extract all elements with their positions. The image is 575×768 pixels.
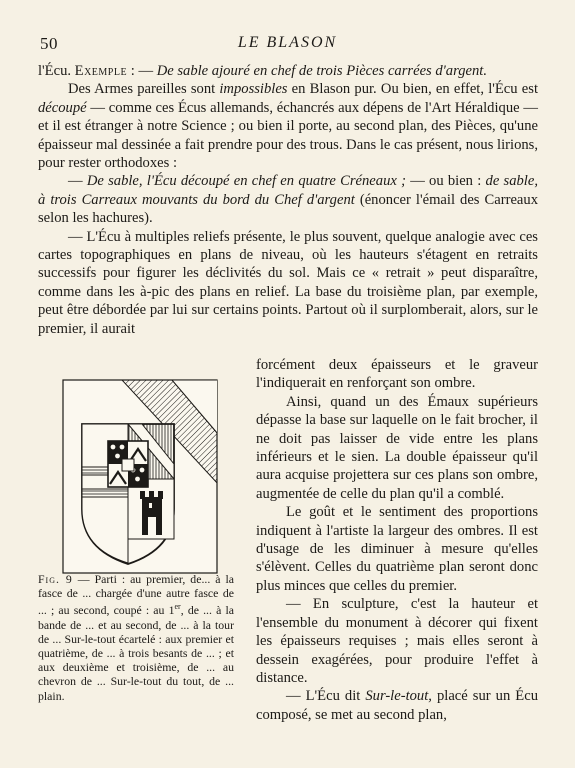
page-header	[38, 34, 537, 54]
italic-term: découpé	[38, 99, 87, 116]
superscript: er	[174, 602, 181, 612]
figure-caption	[38, 572, 234, 703]
caption-text	[38, 572, 234, 703]
blazon-italic: De sable, l'Écu découpé en chef en quatre Créneaux ;	[86, 173, 406, 190]
text-span: Des Armes pareilles sont	[68, 81, 220, 98]
figure-label: Fig. 9	[38, 572, 73, 586]
blazon-italic: De sable ajouré en chef de trois Pièces carrées d'argent.	[156, 63, 487, 79]
text-span: , de ... à la bande de ... et au second, de ... à la tour de ... Sur-le-tout écartelé : aux premier et quatrième, de ... à trois besants de ... ; et aux deuxième et troisième, de ... au chevron de ... Sur-le-tout du tout, de ... plain.	[38, 603, 234, 703]
blazon-italic: de sable, à trois Carreaux mouvants du bord du Chef d'argent	[38, 173, 538, 208]
paragraph	[256, 687, 538, 724]
italic-term: Sur-le-tout,	[365, 688, 432, 705]
text-span: — L'Écu dit	[286, 688, 366, 705]
running-title: LE BLASON	[237, 34, 338, 51]
example-label: Exemple	[74, 63, 128, 79]
paragraph: Ainsi, quand un des Émaux supérieurs dépasse la base sur laquelle on le fait brocher, il ne doit pas laisser de vide entre les plans inférieurs et le sien. La double épaisseur qu'il aura acquise projettera sur ces plans son ombre, augmentée de celle du plan qu'il a comblé.	[256, 393, 538, 502]
text-span: (énoncer l'émail des Carreaux selon les hachures).	[38, 191, 538, 227]
paragraph	[38, 172, 538, 227]
paragraph: — L'Écu à multiples reliefs présente, le plus souvent, quelque analogie avec ces cartes topographiques en plans de niveau, où les hauteurs s'étagent en retraits successifs pour figurer les déclivités du sol. Mais ce « retrait » peut disparaître, comme dans les à-pic des plans en relief. La base du troisième plan, par exemple, peut être débordée par lui sur certains points. Partout où il surplomberait, alors, sur le premier, il aurait	[38, 228, 538, 337]
text-span: — ou bien :	[405, 173, 486, 190]
italic-term: impossibles	[219, 81, 288, 98]
text-span: placé sur un Écu composé, se met au second plan,	[256, 688, 538, 723]
top-text-block	[38, 62, 538, 338]
coat-of-arms-illustration	[62, 379, 218, 574]
paragraph: Le goût et le sentiment des proportions indiquent à l'artiste la largeur des ombres. Il est d'usage de les diminuer à mesure qu'elles s'élèvent. Celles du quatrième plan seront donc plus minces que celles du premier.	[256, 504, 538, 594]
paragraph	[38, 80, 538, 172]
text-span: —	[68, 173, 87, 190]
text-span: : —	[127, 63, 157, 79]
right-column-text	[256, 356, 538, 724]
text-span: en Blason pur. Ou bien, en effet, l'Écu est	[287, 81, 538, 98]
text-span: — Parti : au premier, de... à la fasce de ... chargée d'une autre fasce de ... ; au second, coupé : au 1	[38, 572, 234, 618]
paragraph: forcément deux épaisseurs et le graveur l'indiquerait en renforçant son ombre.	[256, 357, 538, 392]
example-line	[38, 62, 538, 80]
page-number: 50	[40, 34, 58, 53]
text-span: — comme ces Écus allemands, échancrés aux dépens de l'Art Héraldique — et il est étranger à notre Science ; ou bien il porte, au second plan, des Pièces, qu'une épaisseur mal dessinée a fait prendre pour des trous. Dans le cas présent, nous lirions, pour rester orthodoxes :	[38, 99, 538, 172]
paragraph: — En sculpture, c'est la hauteur et l'ensemble du monument à décorer qui fixent les épaisseurs requises ; mais elles seront à dessein exagérées, pour produire l'effet à distance.	[256, 596, 538, 686]
text-span: l'Écu.	[38, 63, 75, 79]
